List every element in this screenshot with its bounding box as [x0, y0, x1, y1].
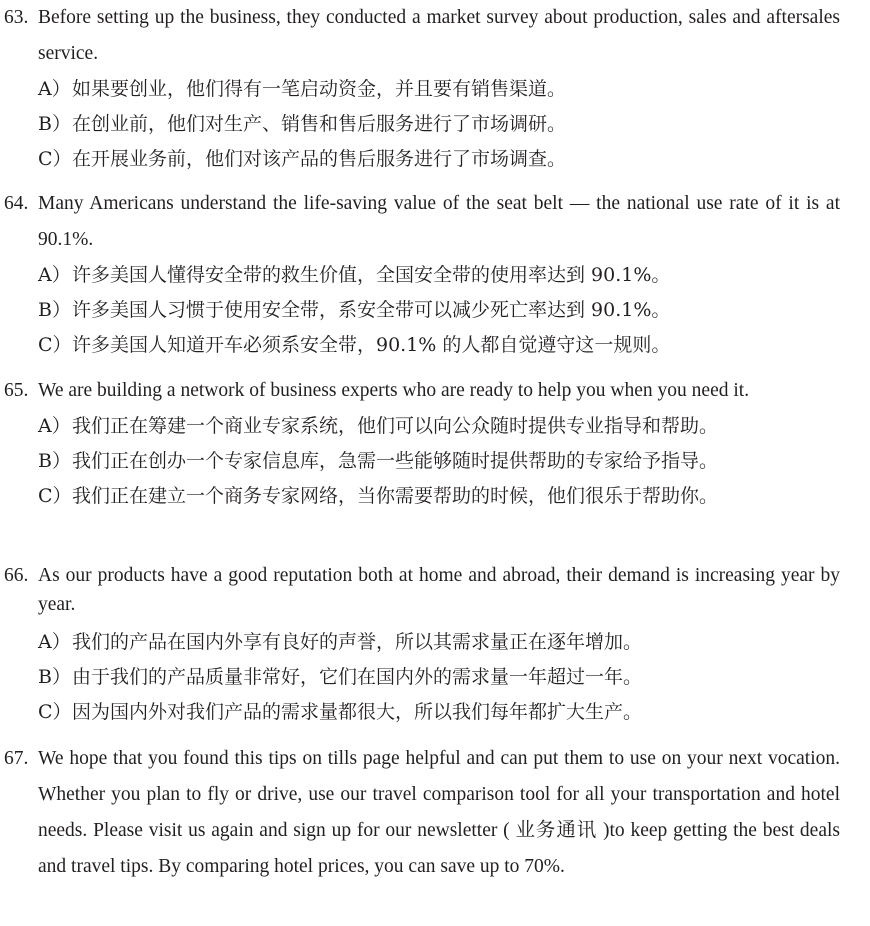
question-number: 67. — [4, 748, 29, 769]
question-stem — [4, 373, 840, 409]
option-letter: B） — [38, 113, 71, 135]
option-letter: A） — [38, 415, 71, 437]
question-65 — [0, 373, 870, 514]
option-letter: C） — [38, 148, 72, 170]
question-text: As our products have a good reputation both at home and abroad, their demand is increasing year by year. — [38, 565, 840, 615]
option-text: 我们正在创办一个专家信息库，急需一些能够随时提供帮助的专家给予指导。 — [72, 450, 719, 472]
question-text: Before setting up the business, they conducted a market survey about production, sales and aftersales service. — [38, 7, 840, 64]
question-67 — [0, 741, 870, 885]
option-letter: A） — [38, 631, 71, 653]
option-text: 由于我们的产品质量非常好，它们在国内外的需求量一年超过一年。 — [72, 666, 643, 688]
option-text: 因为国内外对我们产品的需求量都很大，所以我们每年都扩大生产。 — [72, 701, 643, 723]
option-letter: B） — [38, 450, 71, 472]
option-letter: C） — [38, 701, 72, 723]
option-a — [38, 72, 870, 107]
option-a — [38, 625, 870, 660]
question-stem — [4, 741, 840, 885]
option-b — [38, 107, 870, 142]
option-text: 我们正在建立一个商务专家网络，当你需要帮助的时候，他们很乐于帮助你。 — [72, 485, 719, 507]
option-b — [38, 293, 870, 328]
option-b — [38, 444, 870, 479]
question-number: 63. — [4, 7, 29, 28]
question-number: 65. — [4, 380, 29, 401]
option-c — [38, 479, 870, 514]
option-c — [38, 142, 870, 177]
option-text: 许多美国人懂得安全带的救生价值，全国安全带的使用率达到 90.1%。 — [72, 264, 671, 286]
option-text: 在开展业务前，他们对该产品的售后服务进行了市场调查。 — [72, 148, 567, 170]
option-a — [38, 409, 870, 444]
option-letter: A） — [38, 78, 71, 100]
question-66 — [0, 561, 870, 730]
question-stem — [4, 561, 840, 619]
question-number: 66. — [4, 565, 29, 586]
option-text: 许多美国人习惯于使用安全带，系安全带可以减少死亡率达到 90.1%。 — [72, 299, 671, 321]
option-c — [38, 328, 870, 363]
option-letter: C） — [38, 485, 72, 507]
option-text: 我们的产品在国内外享有良好的声誉，所以其需求量正在逐年增加。 — [72, 631, 643, 653]
option-text: 我们正在筹建一个商业专家系统，他们可以向公众随时提供专业指导和帮助。 — [72, 415, 719, 437]
option-a — [38, 258, 870, 293]
question-63 — [0, 0, 870, 177]
option-letter: C） — [38, 334, 72, 356]
option-letter: B） — [38, 299, 71, 321]
question-text: We hope that you found this tips on tills page helpful and can put them to use on your next vocation. Whether you plan to fly or drive, use our travel comparison tool for all your transportation and hotel needs. Please visit us again and sign up for our newsletter ( 业务通讯 )to keep getting the best deals and travel tips. By comparing hotel prices, you can save up to 70%. — [38, 748, 840, 877]
option-text: 许多美国人知道开车必须系安全带，90.1% 的人都自觉遵守这一规则。 — [72, 334, 671, 356]
option-b — [38, 660, 870, 695]
question-stem — [4, 0, 840, 72]
question-64 — [0, 186, 870, 363]
option-letter: A） — [38, 264, 71, 286]
option-text: 在创业前，他们对生产、销售和售后服务进行了市场调研。 — [72, 113, 567, 135]
question-stem — [4, 186, 840, 258]
question-text: Many Americans understand the life-saving value of the seat belt — the national use rate of it is at 90.1%. — [38, 193, 840, 250]
question-text: We are building a network of business experts who are ready to help you when you need it. — [38, 380, 750, 401]
question-number: 64. — [4, 193, 29, 214]
option-c — [38, 695, 870, 730]
option-letter: B） — [38, 666, 71, 688]
option-text: 如果要创业，他们得有一笔启动资金，并且要有销售渠道。 — [72, 78, 567, 100]
